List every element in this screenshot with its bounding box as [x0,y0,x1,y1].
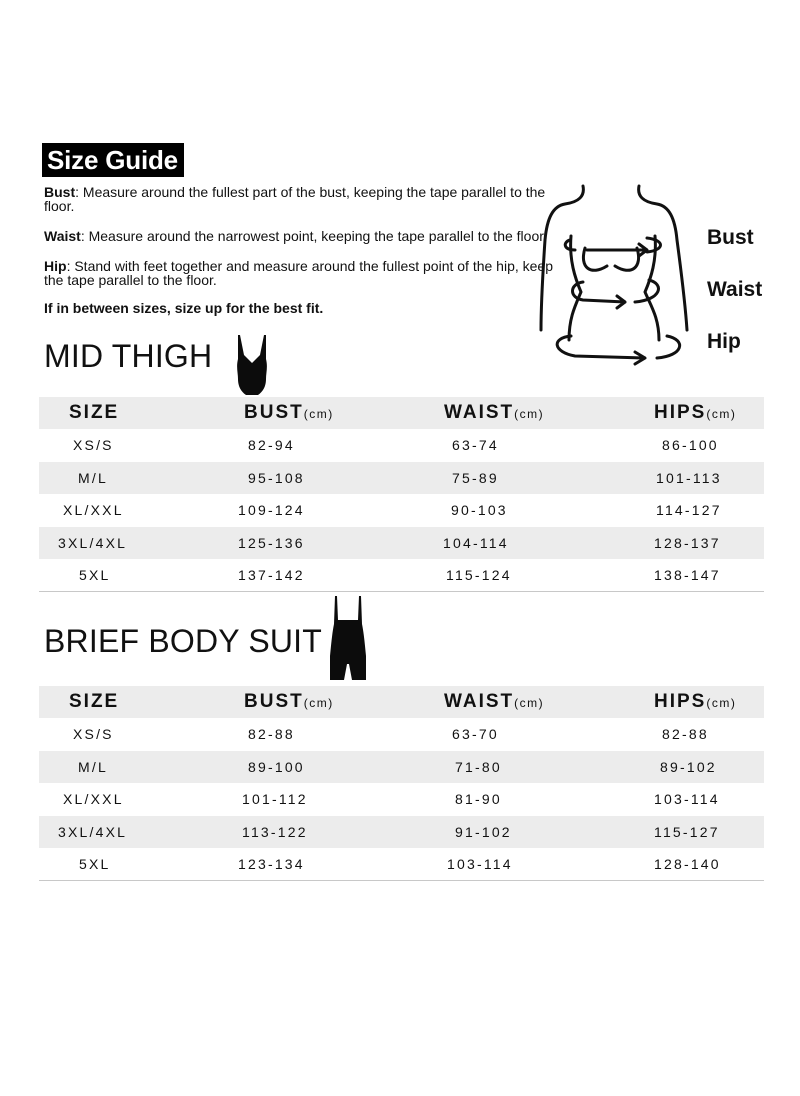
size-cell: M/L [78,758,108,775]
header-size: SIZE [69,691,120,712]
table-row [39,816,764,849]
hips-cell: 128-137 [654,534,721,551]
diagram-label-hip: Hip [707,330,741,353]
bust-description: : Measure around the fullest part of the bust, keeping the tape parallel to the floor. [44,184,546,214]
bust-cell: 137-142 [219,559,419,592]
size-cell: 3XL/4XL [58,823,128,840]
table-row [39,848,764,881]
bust-cell: 101-112 [242,791,308,808]
brief-body-suit-title: BRIEF BODY SUIT [44,623,323,659]
hips-cell: 114-127 [656,502,722,519]
hip-term: Hip [44,258,67,274]
waist-cell: 91-102 [455,823,512,840]
table-row [39,527,764,560]
hip-instruction [44,259,559,287]
header-bust: BUST(cm) [244,402,334,423]
table-row [39,751,764,784]
table-row [39,429,764,462]
waist-cell: 90-103 [451,502,508,519]
size-cell: XS/S [73,726,114,743]
bust-cell: 113-122 [242,823,308,840]
waist-term: Waist [44,228,81,244]
waist-cell: 103-114 [419,848,624,881]
table-row [39,462,764,495]
table-row [39,559,764,592]
waist-cell: 63-70 [452,726,499,743]
header-waist: WAIST(cm) [444,402,545,423]
brief-body-suit-icon [326,594,370,684]
hips-cell: 82-88 [662,726,709,743]
waist-cell: 63-74 [452,437,499,454]
hips-cell: 86-100 [662,437,719,454]
size-cell: 3XL/4XL [58,534,128,551]
torso-illustration-icon [535,180,705,375]
diagram-label-waist: Waist [707,278,763,301]
bust-cell: 89-100 [248,758,305,775]
size-guide-title: Size Guide [42,143,184,177]
waist-cell: 81-90 [455,791,502,808]
bust-cell: 125-136 [238,534,305,551]
waist-cell: 71-80 [455,758,502,775]
brief-body-suit-size-table [39,686,764,881]
size-cell: 5XL [39,559,219,592]
bust-cell: 82-94 [248,437,295,454]
mid-thigh-bodysuit-icon [226,333,278,397]
hip-description: : Stand with feet together and measure around the fullest point of the hip, keep the tape parallel to the floor. [44,258,553,288]
hips-cell: 115-127 [654,823,720,840]
size-cell: 5XL [39,848,219,881]
size-cell: XS/S [73,437,114,454]
waist-cell: 104-114 [443,534,509,551]
mid-thigh-title: MID THIGH [44,338,213,374]
header-bust: BUST(cm) [244,691,334,712]
hips-cell: 138-147 [624,559,764,592]
header-size: SIZE [69,402,120,423]
header-hips: HIPS(cm) [654,402,737,423]
hips-cell: 103-114 [654,791,720,808]
table-header-row [39,397,764,429]
table-row [39,718,764,751]
waist-description: : Measure around the narrowest point, keeping the tape parallel to the floor. [80,228,548,244]
size-cell: XL/XXL [63,791,124,808]
hips-cell: 128-140 [624,848,764,881]
hips-cell: 101-113 [656,469,722,486]
size-cell: M/L [78,469,108,486]
bust-cell: 95-108 [248,469,305,486]
table-row [39,494,764,527]
measurement-instructions [44,185,559,331]
table-row [39,783,764,816]
hips-cell: 89-102 [660,758,717,775]
body-measurement-diagram [535,180,795,375]
table-header-row [39,686,764,718]
bust-instruction [44,185,559,213]
size-up-note: If in between sizes, size up for the best fit. [44,300,324,316]
header-hips: HIPS(cm) [654,691,737,712]
mid-thigh-size-table [39,397,764,592]
bust-cell: 109-124 [238,502,305,519]
bust-cell: 123-134 [219,848,419,881]
size-cell: XL/XXL [63,502,124,519]
header-waist: WAIST(cm) [444,691,545,712]
bust-term: Bust [44,184,76,200]
waist-cell: 115-124 [419,559,624,592]
waist-instruction [44,229,559,243]
diagram-label-bust: Bust [707,226,754,249]
bust-cell: 82-88 [248,726,295,743]
waist-cell: 75-89 [452,469,499,486]
